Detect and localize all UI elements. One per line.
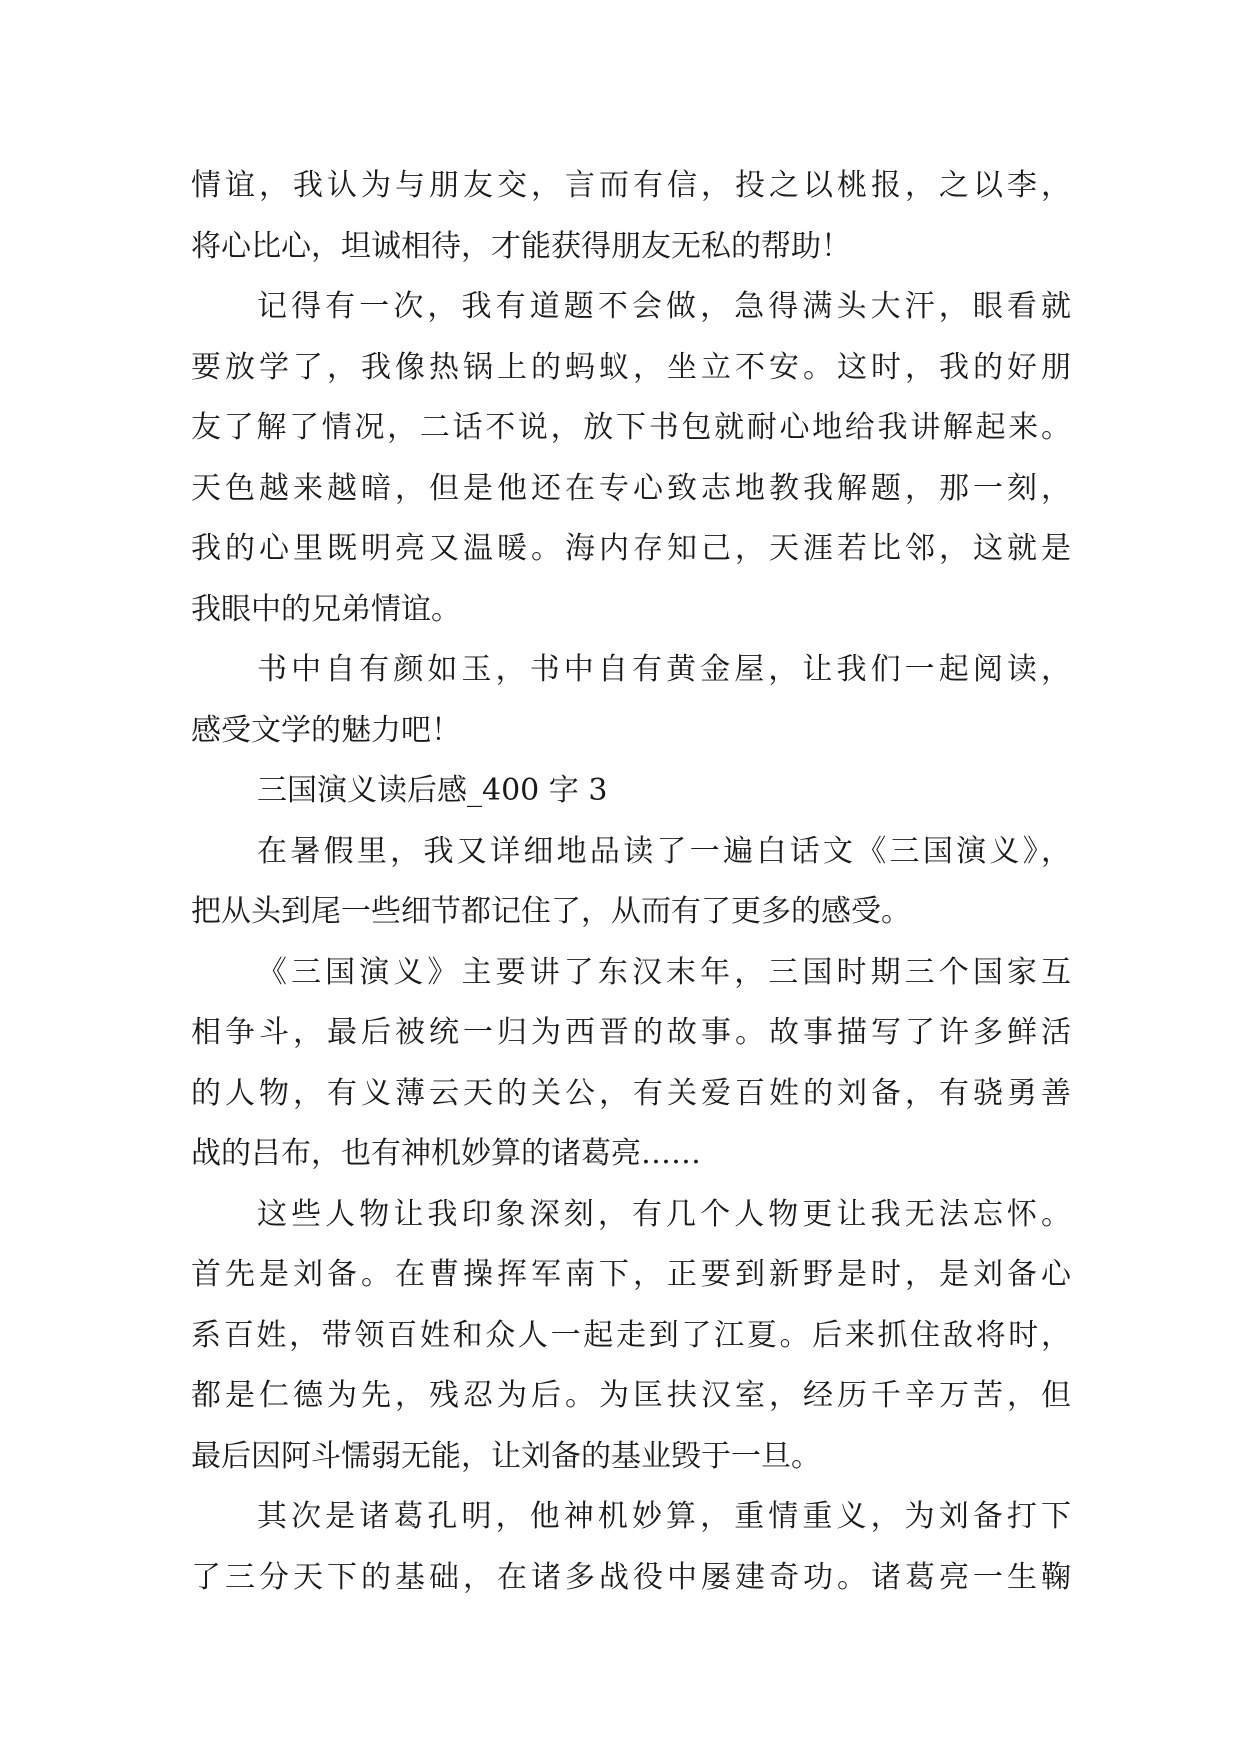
text-line: 记得有一次，我有道题不会做，急得满头大汗，眼看就 [257,289,1071,324]
text-line: 天色越来越暗，但是他还在专心致志地教我解题，那一刻， [191,470,1071,506]
text-line: 情谊，我认为与朋友交，言而有信，投之以桃报，之以李， [191,168,1071,203]
text-line: 最后因阿斗懦弱无能，让刘备的基业毁于一旦。 [191,1438,821,1474]
text-line: 将心比心，坦诚相待，才能获得朋友无私的帮助！ [191,228,851,264]
text-line: 把从头到尾一些细节都记住了，从而有了更多的感受。 [191,894,911,929]
text-line: 其次是诸葛孔明，他神机妙算，重情重义，为刘备打下 [257,1499,1071,1534]
text-line: 要放学了，我像热锅上的蚂蚁，坐立不安。这时，我的好朋 [191,349,1071,385]
text-line: 了三分天下的基础，在诸多战役中屡建奇功。诸葛亮一生鞠 [191,1559,1071,1595]
text-line: 系百姓，带领百姓和众人一起走到了江夏。后来抓住敌将时， [191,1317,1071,1353]
text-line: 感受文学的魅力吧！ [191,712,461,748]
section-heading: 三国演义读后感_400 字 3 [257,773,608,808]
text-line: 的人物，有义薄云天的关公，有关爱百姓的刘备，有骁勇善 [191,1075,1071,1111]
text-line: 我的心里既明亮又温暖。海内存知己，天涯若比邻，这就是 [191,531,1071,566]
text-line: 战的吕布，也有神机妙算的诸葛亮…… [191,1136,701,1171]
text-line: 首先是刘备。在曹操挥军南下，正要到新野是时，是刘备心 [191,1257,1071,1292]
text-line: 友了解了情况，二话不说，放下书包就耐心地给我讲解起来。 [191,410,1071,445]
text-line: 在暑假里，我又详细地品读了一遍白话文《三国演义》， [257,833,1071,869]
document-body [191,156,1071,1608]
text-line: 我眼中的兄弟情谊。 [191,591,461,627]
text-line: 《三国演义》主要讲了东汉末年，三国时期三个国家互 [257,954,1071,990]
text-line: 都是仁德为先，残忍为后。为匡扶汉室，经历千辛万苦，但 [191,1378,1071,1413]
text-line: 书中自有颜如玉，书中自有黄金屋，让我们一起阅读， [257,652,1071,687]
text-line: 这些人物让我印象深刻，有几个人物更让我无法忘怀。 [257,1196,1071,1232]
text-line: 相争斗，最后被统一归为西晋的故事。故事描写了许多鲜活 [191,1015,1071,1050]
